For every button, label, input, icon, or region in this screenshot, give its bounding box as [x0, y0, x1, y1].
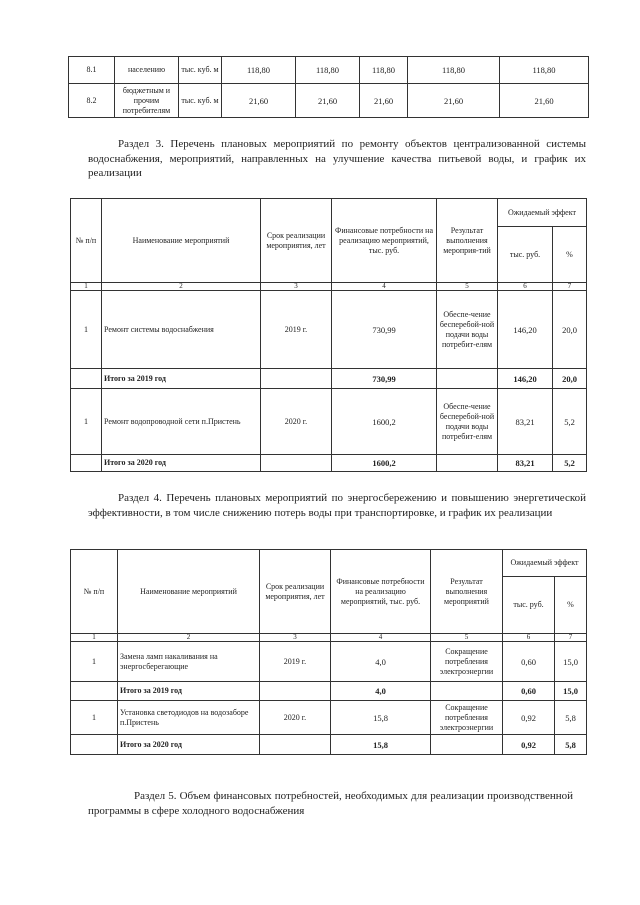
total-pct: 15,0: [555, 682, 587, 701]
measure-name: Установка светодиодов на водозаборе п.Пристень: [118, 701, 260, 735]
table-row: [69, 57, 589, 84]
header-row: [71, 199, 587, 227]
table-row: [71, 642, 587, 682]
total-row: [71, 369, 587, 389]
value-cell: 118,80: [360, 57, 408, 84]
effect-pct: 20,0: [553, 291, 587, 369]
finance-value: 4,0: [331, 642, 431, 682]
term: 2019 г.: [260, 642, 331, 682]
section-4-table: [70, 549, 587, 755]
total-pct: 20,0: [553, 369, 587, 389]
col-header-name: Наименование мероприятий: [102, 199, 261, 283]
measure-name: Замена ламп накаливания на энергосберегающие: [118, 642, 260, 682]
total-finance: 4,0: [331, 682, 431, 701]
column-number: 5: [431, 634, 503, 642]
row-number: 1: [71, 642, 118, 682]
section-4-heading: Раздел 4. Перечень плановых мероприятий по энергосбережению и повышению энергетической эффективности, в том числе снижению потерь воды при транспортировке, и график их реализации: [88, 492, 586, 519]
consumer-name: бюджетным и прочим потребителям: [115, 84, 179, 118]
value-cell: 21,60: [296, 84, 360, 118]
value-cell: 21,60: [408, 84, 500, 118]
unit: тыс. куб. м: [179, 84, 222, 118]
col-header-result: Результат выполнения мероприятий: [431, 550, 503, 634]
total-finance: 15,8: [331, 735, 431, 755]
row-number: 1: [71, 389, 102, 455]
result: Сокращение потребления электроэнергии: [431, 642, 503, 682]
value-cell: 118,80: [222, 57, 296, 84]
value-cell: 21,60: [360, 84, 408, 118]
effect-rub: 83,21: [498, 389, 553, 455]
term: 2020 г.: [260, 701, 331, 735]
total-row: [71, 682, 587, 701]
col-header-finance: Финансовые потребности на реализацию мероприятий, тыс. руб.: [332, 199, 437, 283]
table-row: [69, 84, 589, 118]
column-number: 3: [261, 283, 332, 291]
col-header-num: № п/п: [71, 550, 118, 634]
section-3-heading: Раздел 3. Перечень плановых мероприятий по ремонту объектов централизованной системы водоснабжения, мероприятий, направленных на улучшение качества питьевой воды, и график их реализации: [88, 138, 586, 179]
total-rub: 0,60: [503, 682, 555, 701]
value-cell: 21,60: [500, 84, 589, 118]
col-header-finance: Финансовые потребности на реализацию мероприятий, тыс. руб.: [331, 550, 431, 634]
total-finance: 730,99: [332, 369, 437, 389]
column-number: 2: [102, 283, 261, 291]
unit: тыс. куб. м: [179, 57, 222, 84]
effect-pct: 15,0: [555, 642, 587, 682]
row-number: 8.2: [69, 84, 115, 118]
col-header-term: Срок реализации мероприятия, лет: [260, 550, 331, 634]
result: Обеспе-чение бесперебой-ной подачи воды потребит-елям: [437, 291, 498, 369]
total-rub: 0,92: [503, 735, 555, 755]
column-numbers-row: [71, 283, 587, 291]
term: 2019 г.: [261, 291, 332, 369]
effect-rub: 146,20: [498, 291, 553, 369]
column-number: 7: [553, 283, 587, 291]
value-cell: 118,80: [408, 57, 500, 84]
row-number: 1: [71, 291, 102, 369]
value-cell: 118,80: [500, 57, 589, 84]
col-header-effect: Ожидаемый эффект: [503, 550, 587, 577]
row-number: 8.1: [69, 57, 115, 84]
value-cell: 118,80: [296, 57, 360, 84]
row-number: 1: [71, 701, 118, 735]
column-number: 4: [331, 634, 431, 642]
consumer-name: населению: [115, 57, 179, 84]
total-label: Итого за 2020 год: [102, 455, 261, 472]
section-3-table: [70, 198, 587, 472]
header-row: [71, 550, 587, 577]
effect-pct: 5,8: [555, 701, 587, 735]
column-number: 2: [118, 634, 260, 642]
section-5-heading: Раздел 5. Объем финансовых потребностей, необходимых для реализации производственной программы в сфере холодного водоснабжения: [88, 790, 573, 817]
measure-name: Ремонт водопроводной сети п.Пристень: [102, 389, 261, 455]
finance-value: 730,99: [332, 291, 437, 369]
finance-value: 15,8: [331, 701, 431, 735]
column-number: 3: [260, 634, 331, 642]
total-label: Итого за 2019 год: [102, 369, 261, 389]
col-header-rub: тыс. руб.: [503, 577, 555, 634]
total-row: [71, 455, 587, 472]
result: Сокращение потребления электроэнергии: [431, 701, 503, 735]
col-header-num: № п/п: [71, 199, 102, 283]
col-header-rub: тыс. руб.: [498, 227, 553, 283]
column-number: 6: [498, 283, 553, 291]
term: 2020 г.: [261, 389, 332, 455]
column-numbers-row: [71, 634, 587, 642]
column-number: 6: [503, 634, 555, 642]
finance-value: 1600,2: [332, 389, 437, 455]
value-cell: 21,60: [222, 84, 296, 118]
total-rub: 146,20: [498, 369, 553, 389]
effect-rub: 0,60: [503, 642, 555, 682]
table-row: [71, 291, 587, 369]
col-header-name: Наименование мероприятий: [118, 550, 260, 634]
col-header-pct: %: [553, 227, 587, 283]
col-header-effect: Ожидаемый эффект: [498, 199, 587, 227]
column-number: 4: [332, 283, 437, 291]
column-number: 1: [71, 634, 118, 642]
effect-rub: 0,92: [503, 701, 555, 735]
effect-pct: 5,2: [553, 389, 587, 455]
col-header-pct: %: [555, 577, 587, 634]
col-header-result: Результат выполнения мероприя-тий: [437, 199, 498, 283]
measure-name: Ремонт системы водоснабжения: [102, 291, 261, 369]
table-row: [71, 701, 587, 735]
total-rub: 83,21: [498, 455, 553, 472]
result: Обеспе-чение бесперебой-ной подачи воды потребит-елям: [437, 389, 498, 455]
column-number: 1: [71, 283, 102, 291]
consumption-table: [68, 56, 589, 118]
total-pct: 5,8: [555, 735, 587, 755]
total-row: [71, 735, 587, 755]
total-finance: 1600,2: [332, 455, 437, 472]
table-row: [71, 389, 587, 455]
column-number: 5: [437, 283, 498, 291]
total-label: Итого за 2019 год: [118, 682, 260, 701]
column-number: 7: [555, 634, 587, 642]
col-header-term: Срок реализации мероприятия, лет: [261, 199, 332, 283]
total-label: Итого за 2020 год: [118, 735, 260, 755]
total-pct: 5,2: [553, 455, 587, 472]
